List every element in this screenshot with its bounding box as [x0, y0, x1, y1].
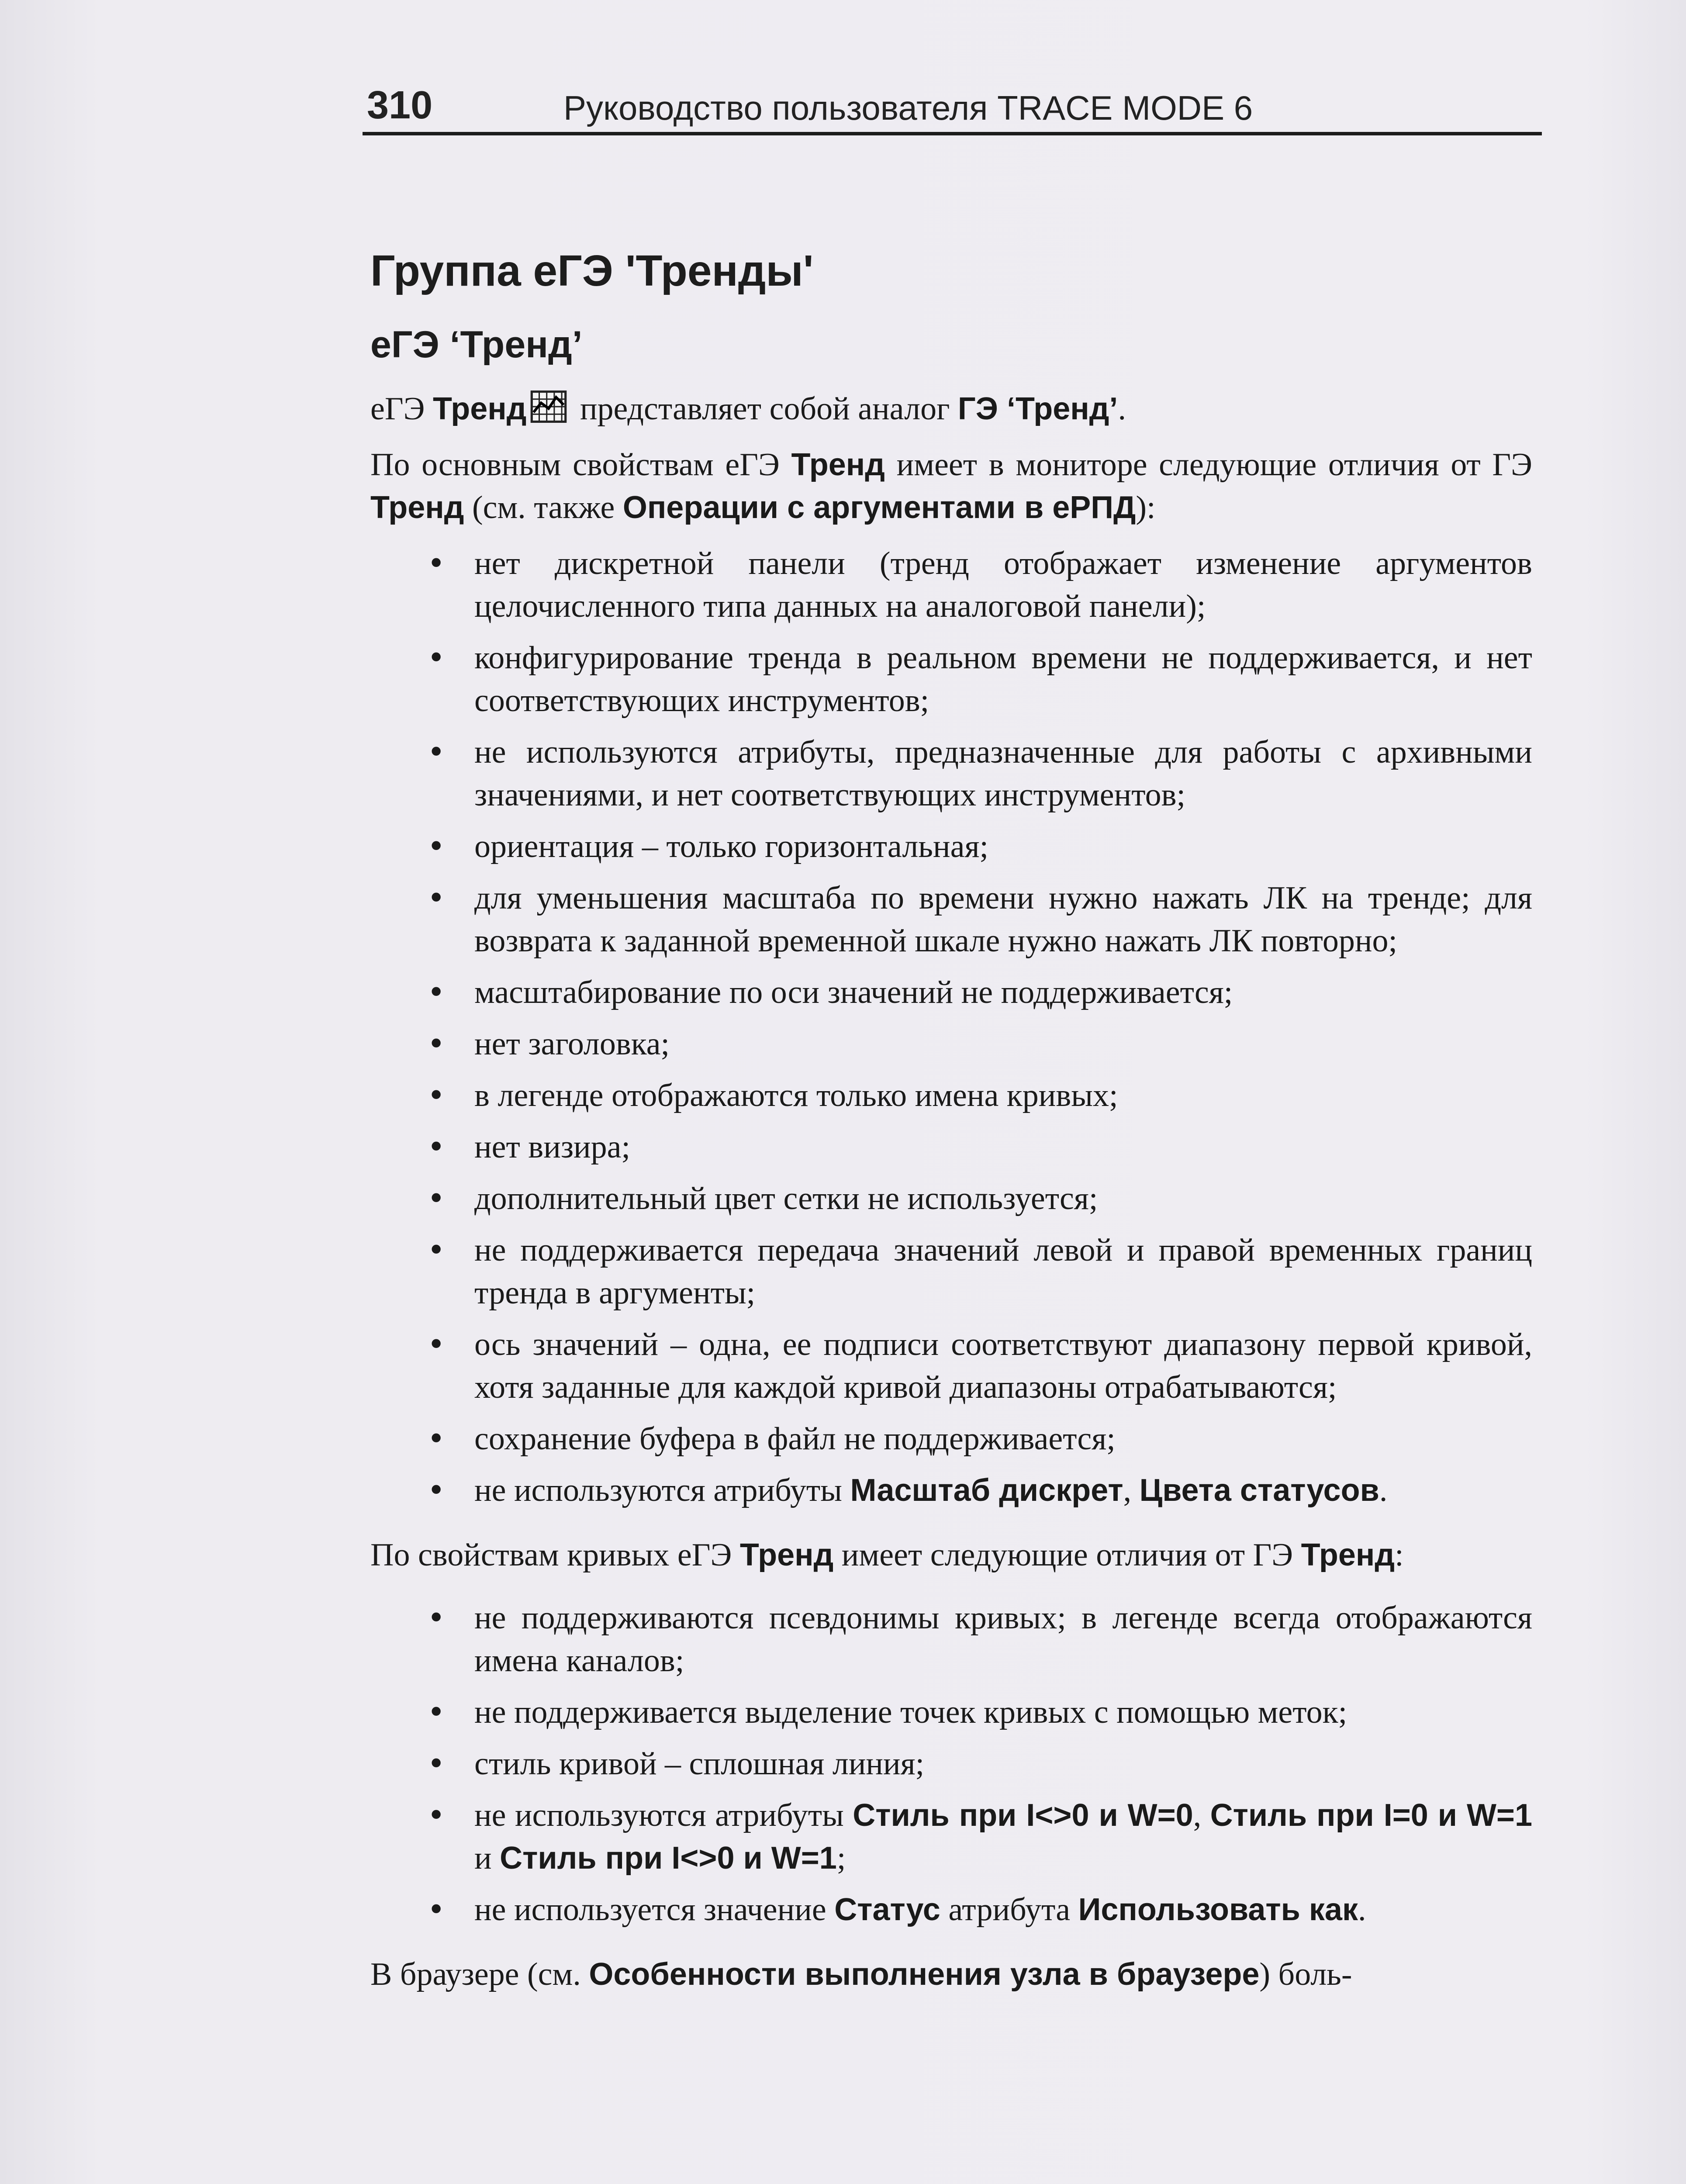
term-ge-trend: ГЭ ‘Тренд’ — [957, 391, 1118, 427]
list-item: • масштабирование по оси значений не поддерживается; — [370, 971, 1532, 1014]
list-item: • нет заголовка; — [370, 1023, 1532, 1065]
text: , — [1123, 1472, 1140, 1509]
text: : — [1395, 1537, 1404, 1573]
cross-reference: Операции с аргументами в еРПД — [622, 490, 1136, 525]
text: По основным свойствам еГЭ — [370, 447, 791, 483]
running-title: Руководство пользователя TRACE MODE 6 — [563, 89, 1253, 127]
paragraph-monitor-differences — [370, 443, 1532, 529]
term-trend: Тренд — [432, 391, 527, 427]
text: В браузере (см. — [370, 1956, 589, 1993]
list-item: • дополнительный цвет сетки не используется; — [370, 1177, 1532, 1220]
text: представляет собой аналог — [572, 391, 958, 427]
page-number: 310 — [367, 83, 433, 127]
text: и — [474, 1840, 500, 1876]
trend-grid-icon — [530, 388, 567, 425]
list-item — [370, 1888, 1532, 1931]
text: атрибута — [940, 1892, 1078, 1928]
attribute-name: Стиль при I<>0 и W=1 — [500, 1841, 837, 1876]
text: . — [1358, 1892, 1366, 1928]
list-item — [370, 1794, 1532, 1880]
list-item: • ось значений – одна, ее подписи соответствуют диапазону первой кривой, хотя заданные для каждой кривой диапазоны отрабатываются; — [370, 1323, 1532, 1409]
attribute-name: Масштаб дискрет — [850, 1473, 1123, 1508]
text: еГЭ — [370, 391, 433, 427]
list-item: • не поддерживается передача значений левой и правой временных границ тренда в аргументы; — [370, 1229, 1532, 1314]
list-item: • в легенде отображаются только имена кривых; — [370, 1074, 1532, 1117]
list-item — [370, 1469, 1532, 1512]
list-item: • конфигурирование тренда в реальном времени не поддерживается, и нет соответствующих инструментов; — [370, 636, 1532, 722]
text: не используются атрибуты — [474, 1472, 850, 1509]
list-item: • сохранение буфера в файл не поддерживается; — [370, 1417, 1532, 1460]
list-item: • для уменьшения масштаба по времени нужно нажать ЛК на тренде; для возврата к заданной временной шкале нужно нажать ЛК повторно; — [370, 877, 1532, 962]
subsection-title: еГЭ ‘Тренд’ — [370, 324, 583, 366]
text: , — [1193, 1797, 1210, 1834]
text: (см. также — [464, 490, 623, 526]
attribute-name: Стиль при I<>0 и W=0 — [853, 1798, 1193, 1833]
curve-differences-list — [370, 1597, 1532, 1931]
page-content — [370, 245, 1532, 1996]
term: Тренд — [1301, 1538, 1395, 1573]
term: Статус — [834, 1892, 940, 1928]
text: имеет в мониторе следующие отличия от ГЭ — [885, 447, 1532, 483]
text: ): — [1136, 490, 1156, 526]
term: Тренд — [370, 490, 464, 525]
list-item: • не поддерживается выделение точек кривых с помощью меток; — [370, 1691, 1532, 1734]
monitor-differences-list — [370, 542, 1532, 1512]
header-rule — [363, 132, 1542, 135]
text: имеет следующие отличия от ГЭ — [833, 1537, 1301, 1573]
page-header — [363, 74, 1537, 140]
list-item: • стиль кривой – сплошная линия; — [370, 1742, 1532, 1785]
attribute-name: Использовать как — [1078, 1892, 1358, 1928]
text: По свойствам кривых еГЭ — [370, 1537, 740, 1573]
paragraph-curve-differences — [370, 1534, 1532, 1576]
attribute-name: Цвета статусов — [1139, 1473, 1379, 1508]
intro-paragraph — [370, 387, 1532, 430]
list-item: • не используются атрибуты, предназначенные для работы с архивными значениями, и нет соответствующих инструментов; — [370, 731, 1532, 816]
text: . — [1379, 1472, 1388, 1509]
section-title: Группа еГЭ 'Тренды' — [370, 246, 814, 295]
paragraph-browser — [370, 1953, 1532, 1996]
list-item: • не поддерживаются псевдонимы кривых; в легенде всегда отображаются имена каналов; — [370, 1597, 1532, 1682]
list-item: • нет визира; — [370, 1126, 1532, 1168]
text: не используется значение — [474, 1892, 835, 1928]
text: ) боль- — [1259, 1956, 1352, 1993]
text: . — [1118, 391, 1126, 427]
attribute-name: Стиль при I=0 и W=1 — [1210, 1798, 1533, 1833]
term: Тренд — [791, 447, 885, 483]
text: ; — [836, 1840, 846, 1876]
text: не используются атрибуты — [474, 1797, 853, 1834]
term: Тренд — [739, 1538, 834, 1573]
cross-reference: Особенности выполнения узла в браузере — [589, 1957, 1260, 1992]
list-item: • нет дискретной панели (тренд отображает изменение аргументов целочисленного типа данных на аналоговой панели); — [370, 542, 1532, 628]
list-item: • ориентация – только горизонтальная; — [370, 825, 1532, 868]
